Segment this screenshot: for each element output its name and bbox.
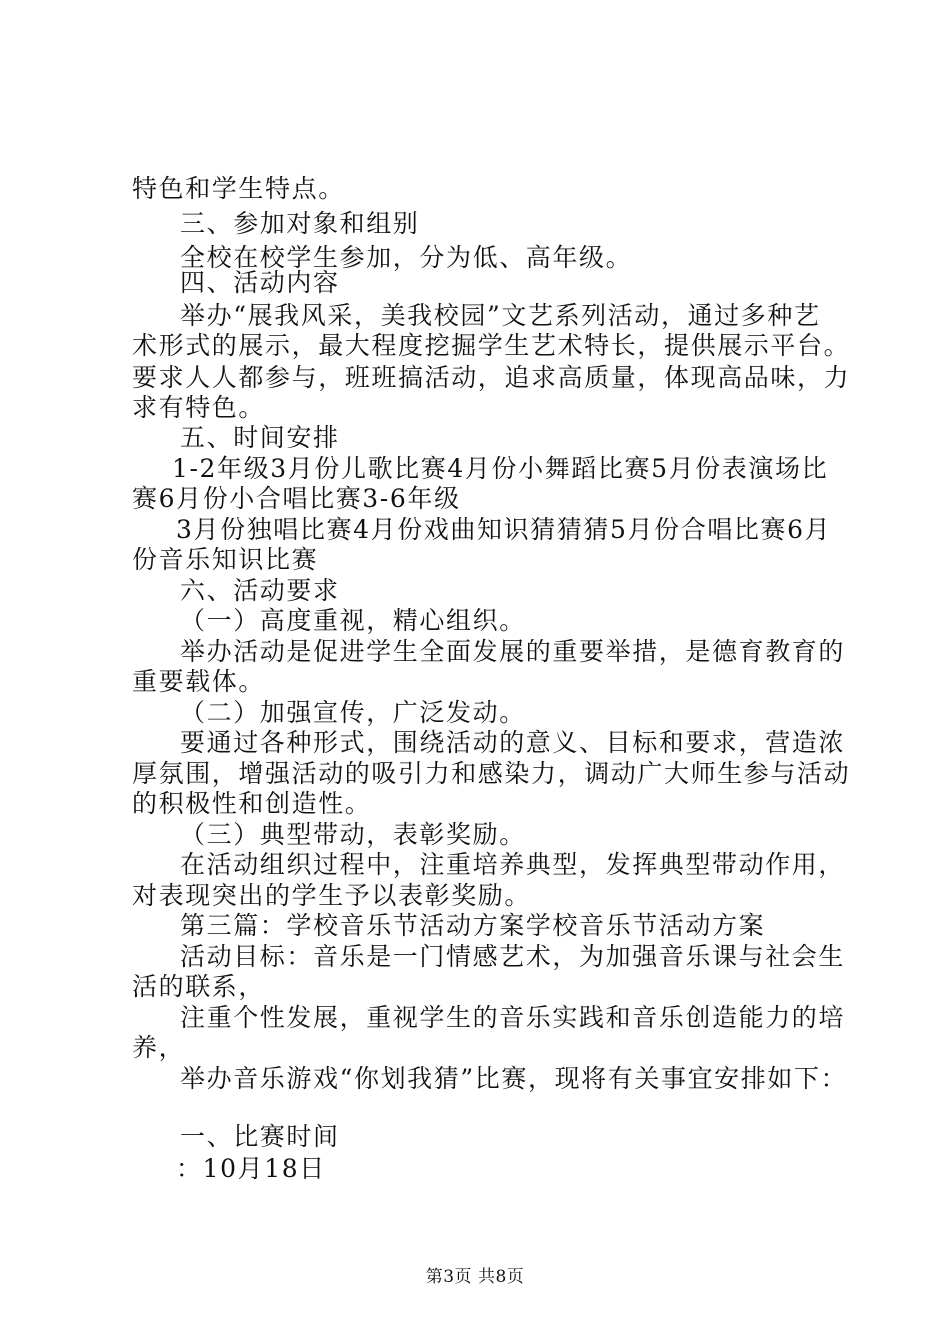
text-line: 举办活动是促进学生全面发展的重要举措，是德育教育的: [180, 637, 846, 666]
text-line: 赛6月份小合唱比赛3-6年级: [132, 484, 461, 513]
text-line: 厚氛围，增强活动的吸引力和感染力，调动广大师生参与活动: [132, 759, 851, 788]
text-line: 求有特色。: [132, 393, 266, 422]
text-line: 对表现突出的学生予以表彰奖励。: [132, 881, 532, 910]
text-line: 的积极性和创造性。: [132, 789, 372, 818]
section-heading: 三、参加对象和组别: [180, 209, 420, 238]
subsection-heading: （一）高度重视，精心组织。: [180, 606, 526, 635]
section-heading: 五、时间安排: [180, 423, 340, 452]
subsection-heading: （二）加强宣传，广泛发动。: [180, 698, 526, 727]
subsection-heading: （三）典型带动，表彰奖励。: [180, 820, 526, 849]
text-line: 活动目标：音乐是一门情感艺术，为加强音乐课与社会生: [180, 942, 846, 971]
section-heading: 四、活动内容: [180, 268, 340, 297]
text-line: 重要载体。: [132, 667, 266, 696]
text-line: 活的联系，: [132, 972, 266, 1001]
text-line: ：10月18日: [176, 1154, 326, 1183]
text-line: 全校在校学生参加，分为低、高年级。: [180, 243, 633, 272]
text-line: 要通过各种形式，围绕活动的意义、目标和要求，营造浓: [180, 728, 846, 757]
page-footer: 第3页 共8页: [425, 1267, 525, 1287]
text-line: 举办“展我风采，美我校园”文艺系列活动，通过多种艺: [180, 301, 821, 330]
text-line: 份音乐知识比赛: [132, 545, 319, 574]
chapter-heading: 第三篇：学校音乐节活动方案学校音乐节活动方案: [180, 911, 766, 940]
text-line: 3月份独唱比赛4月份戏曲知识猜猜猜5月份合唱比赛6月: [176, 515, 832, 544]
text-line: 注重个性发展，重视学生的音乐实践和音乐创造能力的培: [180, 1003, 846, 1032]
text-line: 1-2年级3月份儿歌比赛4月份小舞蹈比赛5月份表演场比: [172, 454, 829, 483]
text-line: 术形式的展示，最大程度挖掘学生艺术特长，提供展示平台。: [132, 331, 851, 360]
section-heading: 六、活动要求: [180, 576, 340, 605]
text-line: 要求人人都参与，班班搞活动，追求高质量，体现高品味，力: [132, 363, 851, 392]
section-heading: 一、比赛时间: [180, 1122, 340, 1151]
text-line: 在活动组织过程中，注重培养典型，发挥典型带动作用，: [180, 850, 846, 879]
text-line: 养，: [132, 1033, 186, 1062]
text-line: 举办音乐游戏“你划我猜”比赛，现将有关事宜安排如下：: [180, 1064, 848, 1093]
text-line: 特色和学生特点。: [132, 174, 345, 203]
